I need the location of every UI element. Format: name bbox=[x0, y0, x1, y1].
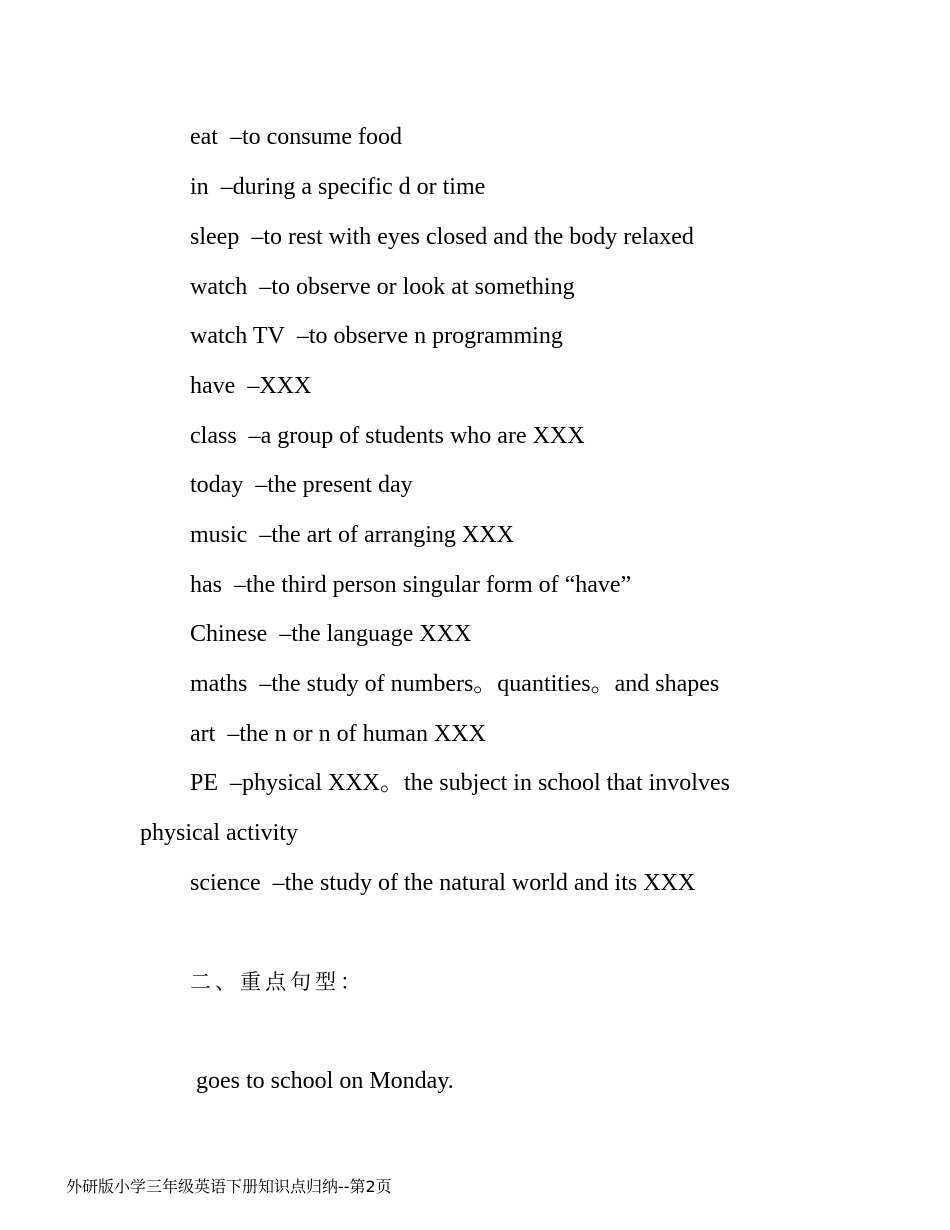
key-sentence: goes to school on Monday. bbox=[196, 1068, 454, 1094]
vocab-word: sleep bbox=[190, 224, 240, 250]
vocab-entry-in bbox=[190, 172, 485, 202]
vocab-entry-watch-tv bbox=[190, 321, 563, 351]
vocab-entry-have bbox=[190, 371, 311, 401]
vocab-entry-eat bbox=[190, 122, 402, 152]
vocab-definition: –the present day bbox=[255, 472, 413, 498]
vocab-definition: –the study of the natural world and its XXX bbox=[272, 870, 696, 896]
vocab-word: in bbox=[190, 174, 209, 200]
vocab-definition: –physical XXX。the subject in school that involves bbox=[230, 770, 730, 796]
vocab-word: today bbox=[190, 472, 244, 498]
vocab-definition: –during a specific d or time bbox=[220, 174, 486, 200]
vocab-word: Chinese bbox=[190, 621, 268, 647]
vocab-word: PE bbox=[190, 770, 219, 796]
vocab-word: art bbox=[190, 721, 216, 747]
vocab-word: music bbox=[190, 522, 248, 548]
vocab-entry-pe bbox=[190, 768, 730, 798]
vocab-definition: physical activity bbox=[140, 820, 298, 846]
vocab-entry-sleep bbox=[190, 222, 694, 252]
vocab-word: watch bbox=[190, 274, 248, 300]
vocab-entry-maths bbox=[190, 669, 719, 699]
vocab-word: eat bbox=[190, 124, 218, 150]
vocab-entry-watch bbox=[190, 272, 575, 302]
vocab-entry-music bbox=[190, 520, 514, 550]
vocab-definition: –the study of numbers。quantities。and shapes bbox=[259, 671, 720, 697]
vocab-definition: –the language XXX bbox=[279, 621, 472, 647]
vocab-definition: –to consume food bbox=[229, 124, 402, 150]
vocab-word: maths bbox=[190, 671, 248, 697]
vocab-entry-has bbox=[190, 570, 631, 600]
vocab-entry-class bbox=[190, 421, 585, 451]
vocab-definition: –to rest with eyes closed and the body relaxed bbox=[251, 224, 694, 250]
vocab-word: watch TV bbox=[190, 323, 285, 349]
vocab-entry-science bbox=[190, 868, 695, 898]
vocab-entry-today bbox=[190, 470, 413, 500]
vocab-definition: –a group of students who are XXX bbox=[248, 423, 585, 449]
vocab-word: class bbox=[190, 423, 237, 449]
vocab-definition: –to observe or look at something bbox=[259, 274, 575, 300]
vocab-definition: –the art of arranging XXX bbox=[259, 522, 514, 548]
vocab-word: science bbox=[190, 870, 261, 896]
vocab-entry-chinese bbox=[190, 619, 471, 649]
section-heading: 二、重点句型： bbox=[190, 970, 365, 994]
vocab-word: has bbox=[190, 572, 222, 598]
page-footer: 外研版小学三年级英语下册知识点归纳--第2页 bbox=[66, 1177, 392, 1196]
vocab-definition: –XXX bbox=[247, 373, 312, 399]
vocab-word: have bbox=[190, 373, 236, 399]
vocab-definition: –to observe n programming bbox=[296, 323, 563, 349]
vocab-entry-art bbox=[190, 719, 486, 749]
vocab-definition: –the n or n of human XXX bbox=[227, 721, 486, 747]
vocab-definition: –the third person singular form of “have” bbox=[234, 572, 632, 598]
vocab-entry-pe-continued bbox=[140, 818, 298, 848]
